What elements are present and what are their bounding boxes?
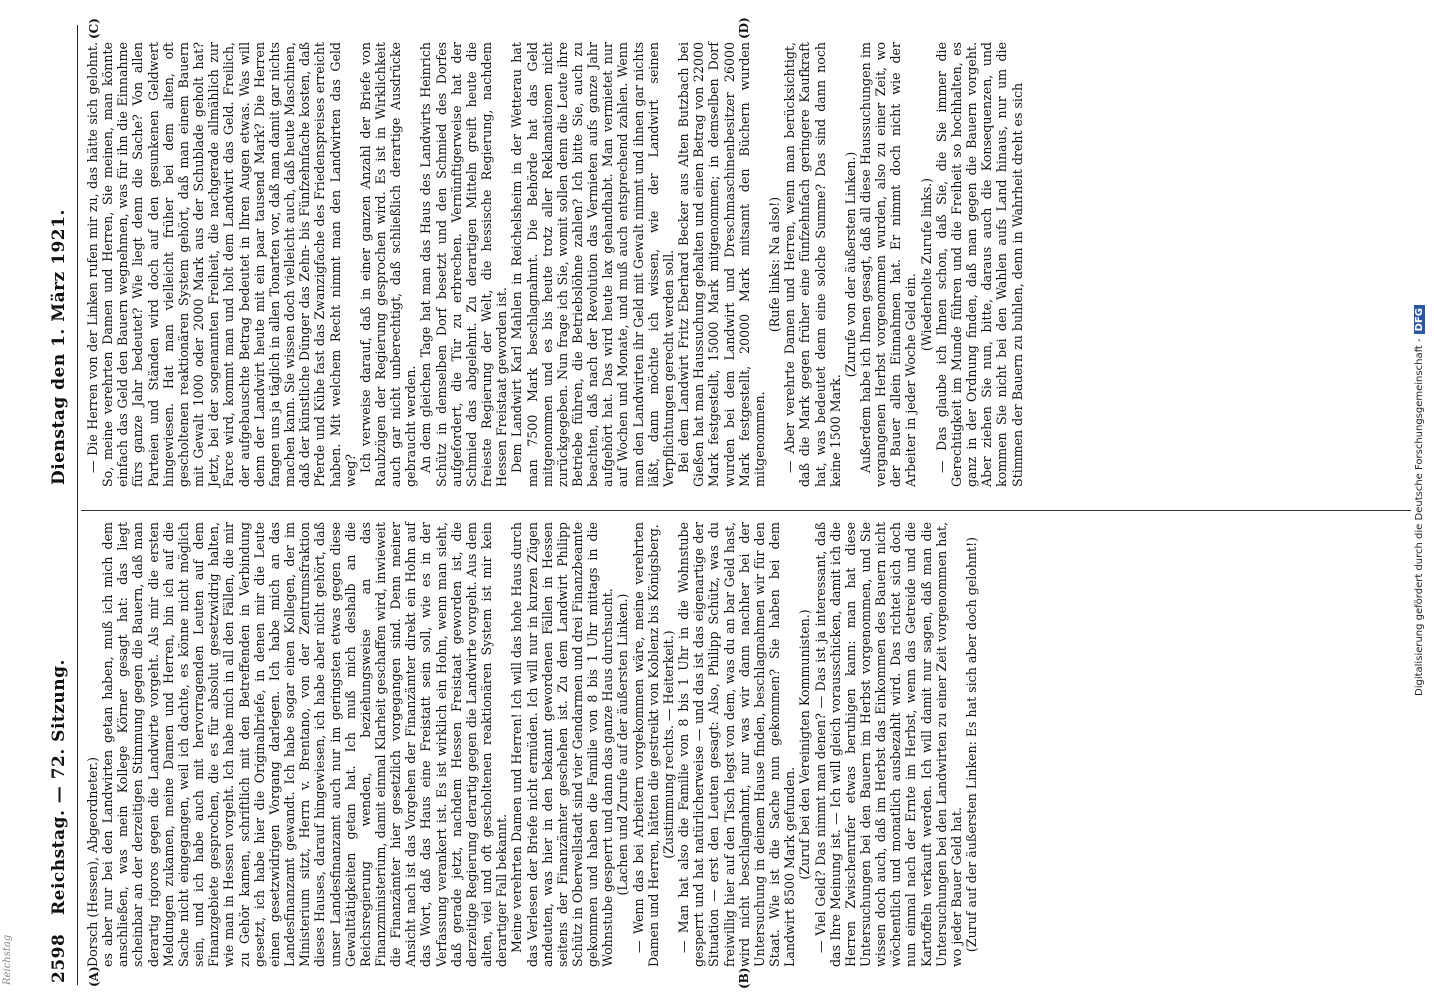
paragraph: Meine verehrten Damen und Herren! Ich will das hohe Haus durch das Verlesen der Briefe nicht ermüden. Ich will nur in kurzen Zügen andeuten, was hier in den bekannt gewordenen Fällen in Hessen seitens der Finanzämter geschehen ist. Zu dem Landwirt Philipp Schütz in Oberwellstadt sind vier Gendarmen und drei Finanzbeamte gekommen und haben die Familie von 8 bis 1 Uhr mittags in die Wohnstube gesperrt und dann das ganze Haus durchsucht. [509,522,616,967]
digitization-sidebar [1413,8,1433,993]
page-header [45,25,78,985]
interjection: (Zurufe von der äußersten Linken.) [842,151,858,378]
paragraph: Bei dem Landwirt Fritz Eberhard Becker aus Alten Butzbach bei Gießen hat man Haussuchung gehalten und einen Betrag von 22000 Mark festgestellt, 15000 Mark mitgenommen; in demselben Dorf wurden bei dem Landwirt und Dreschmaschinenbesitzer 26000 Mark festgestellt, 20000 Mark mitsamt den Büchern wurden mitgenommen. [676,42,767,487]
header-right-date: Dienstag den 1. März 1921. [49,209,69,485]
interjection: (Wiederholte Zurufe links.) [918,177,934,352]
paragraph: — Das glaube ich Ihnen schon, daß Sie, die Sie immer die Gerechtigkeit im Munde führen und die Freiheit so hochhalten, es ganz in der Ordnung finden, daß man gegen die Bauern vorgeht. Aber ziehen Sie nun, bitte, daraus auch die Konsequenzen, und kommen Sie nicht bei den Wahlen aufs Land hinaus, nur um die Stimmen der Bauern zu buhlen, denn in Wahrheit dreht es sich [933,42,1025,487]
interjection: (Zustimmung rechts. — Heiterkeit.) [660,630,676,859]
library-stamp: Reichstag [2,934,13,985]
paragraph: — Wenn das bei Arbeitern vorgekommen wäre, meine verehrten Damen und Herren, hätten die gestreikt von Koblenz bis Königsberg. [630,522,661,967]
paragraph: Dorsch (Hessen), Abgeordneter.) [85,756,100,967]
interjection: (Zuruf bei den Vereinigten Kommunisten.) [797,609,813,880]
interjection: (Zuruf auf der äußersten Linken: Es hat sich aber doch gelohnt!) [964,536,980,953]
page-number: 2598 [49,933,69,983]
paragraph: Dem Landwirt Karl Mahlen in Reichelsheim in der Wetterau hat man 7500 Mark beschlagnahmt. Die Behörde hat das Geld mitgenommen und es bis heute trotz aller Reklamationen nicht zurückgegeben. Nun frage ich Sie, womit sollen denn die Leute ihre Betriebe führen, die Betriebslöhne zahlen? Ich bitte Sie, auch zu beachten, daß nach der Revolution das Vermieten aufs ganze Jahr aufgehört hat. Das wird heute lax gehandhabt. Man vermietet nur auf Wochen und Monate, und muß auch entsprechend zahlen. Wenn man den Landwirten ihr Geld mit Gewalt nimmt und ihnen gar nichts läßt, dann möchte ich wissen, wie der Landwirt seinen Verpflichtungen gerecht werden soll. [509,42,676,487]
margin-marker-a: (A) [87,966,101,987]
paragraph: — Aber verehrte Damen und Herren, wenn man berücksichtigt, daß die Mark gegen früher eine fünfzehnfach geringere Kaufkraft hat, was bedeutet denn eine solche Summe? Das sind dann noch keine 1500 Mark. [782,42,843,487]
margin-marker-c: (C) [87,18,101,39]
right-column [85,42,1025,487]
funding-note: Digitalisierung gefördert durch die Deutsche Forschungsgemeinschaft - [1414,338,1425,696]
paragraph: es aber nur bei den Landwirten getan haben, muß ich mich dem anschließen, was mein Kollege Körner gesagt hat: das liegt scheinbar an der derzeitigen Stimmung gegen die Bauern, daß man derartig rigoros gegen die Landwirte vorgeht. Als mir die ersten Meldungen zukamen, meine Damen und Herren, bin ich auf die Sache nicht eingegangen, weil ich dachte, es könne nicht möglich sein, und ich habe auch mit hervorragenden Leuten auf dem Finanzgebiete gesprochen, die es für absolut gesetzwidrig halten, wie man in Hessen vorgeht. Ich habe mich in all den Fällen, die mir zu Gehör kamen, schriftlich mit den Betreffenden in Verbindung gesetzt, ich habe hier die Originalbriefe, in denen mir die Leute einen gesetzwidrigen Vorgang darlegen. Ich habe mich an das Landesfinanzamt gewandt. Ich habe sogar einen Kollegen, der im Ministerium sitzt, Herrn v. Brentano, von der Zentrumsfraktion dieses Hauses, darauf hingewiesen, ich habe aber nicht gehört, daß unser Landesfinanzamt auch nur im geringsten etwas gegen diese Gewalttätigkeiten getan hat. Ich muß mich deshalb an die Reichsregierung wenden, beziehungsweise an das Finanzministerium, damit einmal Klarheit geschaffen wird, inwieweit die Finanzämter hier gesetzlich vorgegangen sind. Denn meiner Ansicht nach ist das Vorgehen der Finanzämter direkt ein Hohn auf das Wort, daß das Haus eine Freistatt sein soll, wie es in der Verfassung verankert ist. Es ist wirklich ein Hohn, wenn man sieht, daß gerade jetzt, nachdem Hessen Freistaat geworden ist, die derzeitige Regierung derartig gegen die Landwirte vorgeht. Aus dem alten, viel und oft gescholtenen reaktionären System ist mir kein derartiger Fall bekannt. [100,522,510,967]
paragraph: — Man hat also die Familie von 8 bis 1 Uhr in die Wohnstube gesperrt und hat natürlicherweise — und das ist das eigenartige der Situation — erst den Leuten gesagt: Also, Philipp Schütz, was du freiwillig hier auf den Tisch legst von dem, was du an bar Geld hast, wird nicht beschlagnahmt, nur was wir dann nachher bei der Untersuchung in deinem Hause finden, beschlagnahmen wir für den Staat. Wie ist die Sache nun gekommen? Sie haben bei dem Landwirt 8500 Mark gefunden. [676,522,798,967]
left-column [85,522,979,967]
paragraph: — Die Herren von der Linken rufen mir zu, das hätte sich gelohnt. So, meine verehrten Damen und Herren, Sie meinen, man könnte einfach das Geld den Bauern wegnehmen, was für ihn die Einnahme fürs ganze Jahr bedeutet? Wie liegt denn die Sache? Von allen Parteien und Ständen wird doch auf den gesunkenen Geldwert hingewiesen. Hat man vielleicht früher bei dem alten, oft gescholtenen reaktionären System gehört, daß man einem Bauern mit Gewalt 1000 oder 2000 Mark aus der Schublade geholt hat? Jetzt, bei der sogenannten Freiheit, die nachgerade allmählich zur Farce wird, kommt man und holt dem Landwirt das Geld. Freilich, der aufgebauschte Betrag bedeutet in Ihren Augen etwas. Was will denn der Landwirt heute mit ein paar tausend Mark? Die Herren fangen uns ja täglich in allen Tonarten vor, daß man damit gar nichts machen kann. Sie wissen doch vielleicht auch, daß heute Maschinen, daß der künstliche Dünger das Zehn- bis Fünfzehnfache kosten, daß Pferde und Kühe fast das Zwanzigfache des Friedenspreises erreicht haben. Mit welchem Recht nimmt man den Landwirten das Geld weg? [85,42,358,487]
paragraph: — Viel Geld? Das nimmt man denen? — Das ist ja interessant, daß das Ihre Meinung ist. — Ich will gleich vorausschicken, damit ich die Herren Zwischenrufer etwas beruhigen kann: man hat diese Untersuchungen bei den Bauern im Herbst vorgenommen, und Sie wissen doch auch, daß im Herbst das Einkommen des Bauern nicht wöchentlich und monatlich ausbezahlt wird. Das richtet sich doch nun einmal nach der Ernte im Herbst, wenn das Getreide und die Kartoffeln verkauft werden. Ich will damit nur sagen, daß man die Untersuchungen bei den Landwirten zu einer Zeit vorgenommen hat, wo jeder Bauer Geld hat. [812,522,964,967]
margin-marker-b: (B) [737,967,751,989]
paragraph: Außerdem habe ich Ihnen gesagt, daß all diese Haussuchungen im vergangenen Herbst vorgenommen wurden, also zu einer Zeit, wo der Bauer allein Einnahmen hat. Er nimmt doch nicht wie der Arbeiter in jeder Woche Geld ein. [857,42,919,487]
column-divider [81,510,1411,511]
document-page [45,17,1434,989]
paragraph: An dem gleichen Tage hat man das Haus des Landwirts Heinrich Schütz in demselben Dorf besetzt und den Schmied des Dorfes aufgefordert, die Tür zu erbrechen. Vernünftigerweise hat der Schmied das abgelehnt. Zu derartigen Mitteln greift heute die freieste Regierung der Welt, die hessische Regierung, nachdem Hessen Freistaat geworden ist. [418,42,510,487]
interjection: (Rufe links: Na also!) [767,196,783,333]
header-left-title: Reichstag. — 72. Sitzung. [49,659,69,915]
paragraph: Ich verweise darauf, daß in einer ganzen Anzahl der Briefe von Raubzügen der Regierung gesprochen wird. Es ist in Wirklichkeit auch gar nicht unberechtigt, daß schließlich derartige Ausdrücke gebraucht werden. [357,42,419,487]
margin-marker-d: (D) [737,17,751,39]
dfg-logo: DFG [1414,305,1425,334]
digitization-notice [1414,8,1425,993]
interjection: (Lachen und Zurufe auf der äußersten Linken.) [615,593,631,896]
